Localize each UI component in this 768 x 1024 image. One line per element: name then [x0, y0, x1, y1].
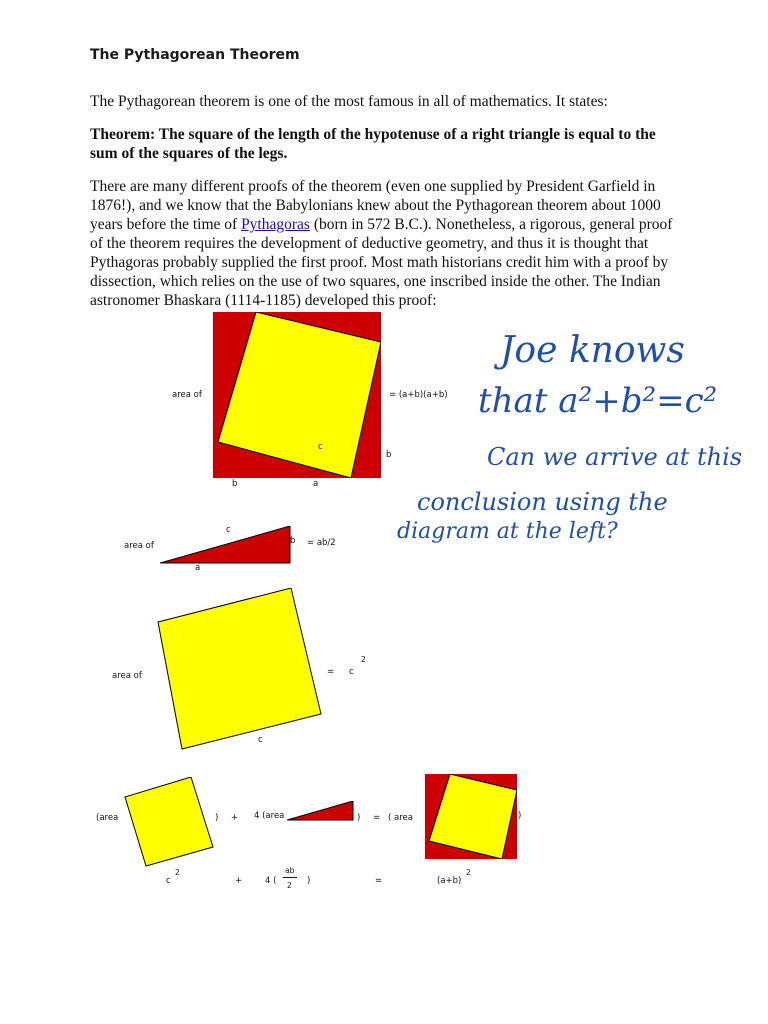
sum-four-area: 4 (area: [254, 811, 285, 821]
triangle-b-label: b: [290, 536, 296, 546]
big-square-area-label: area of: [172, 390, 202, 400]
handwriting-line-4: conclusion using the: [417, 488, 668, 516]
history-text-2: (born in 572 B.C.). Nonetheless, a rigorous, general proof of the theorem requires the development of deductive geometry, and thus it is thought that Pythagoras probably supplied the first proof. Most math historians credit him with a proof by dissection, which relies on the use of two squares, one inscribed inside the other. The Indian astronomer Bhaskara (1114-1185) developed this proof:: [90, 216, 673, 309]
big-square-equation: = (a+b)(a+b): [389, 390, 448, 400]
sum-close-2: ): [357, 813, 361, 823]
result-four: 4 (: [265, 876, 277, 886]
sum-close-1: ): [215, 813, 219, 823]
big-square-c-label: c: [318, 442, 323, 452]
sum-open-area-3: ( area: [388, 813, 413, 823]
result-close: ): [307, 876, 311, 886]
result-c-exp: 2: [175, 868, 180, 877]
result-c: c: [166, 876, 171, 886]
big-square-a-bottom: a: [313, 479, 319, 489]
big-square-b-right: b: [386, 450, 392, 460]
result-plus: +: [235, 876, 243, 886]
triangle-area-label: area of: [124, 541, 154, 551]
sum-equals: =: [373, 813, 381, 823]
theorem-statement: Theorem: The square of the length of the hypotenuse of a right triangle is equal to the sum of the squares of the legs.: [90, 126, 656, 162]
inner-square-equals: =: [327, 667, 335, 677]
handwriting-line-3: Can we arrive at this: [487, 443, 743, 471]
inner-square-exponent: 2: [361, 655, 366, 664]
inner-square-c-bottom: c: [258, 735, 263, 745]
sum-close-3: ): [518, 811, 522, 821]
big-square-b-bottom: b: [232, 479, 238, 489]
triangle-equation: = ab/2: [307, 538, 336, 548]
pythagoras-link[interactable]: Pythagoras: [241, 216, 310, 233]
inner-square-area-label: area of: [112, 671, 142, 681]
triangle-c-label: c: [226, 525, 231, 535]
result-ab: ab: [285, 866, 295, 875]
sum-open-area-1: (area: [96, 813, 119, 823]
sum-plus: +: [231, 813, 239, 823]
result-equals: =: [375, 876, 383, 886]
inner-square-c-label: c: [349, 667, 354, 677]
page-title: The Pythagorean Theorem: [90, 47, 300, 63]
handwriting-line-5: diagram at the left?: [397, 519, 618, 544]
history-text-1: There are many different proofs of the theorem (even one supplied by President Garfield in 1876!), and we know that the Babylonians knew about the Pythagorean theorem about 1000 years before the time of: [90, 178, 661, 233]
triangle-a-label: a: [195, 563, 201, 573]
result-ab-sq: (a+b): [437, 876, 462, 886]
intro-paragraph: The Pythagorean theorem is one of the most famous in all of mathematics. It states:: [90, 93, 608, 110]
handwriting-line-2: that a²+b²=c²: [478, 381, 718, 421]
handwriting-line-1: Joe knows: [500, 330, 685, 371]
result-two: 2: [287, 881, 292, 890]
result-ab-sq-exp: 2: [466, 868, 471, 877]
